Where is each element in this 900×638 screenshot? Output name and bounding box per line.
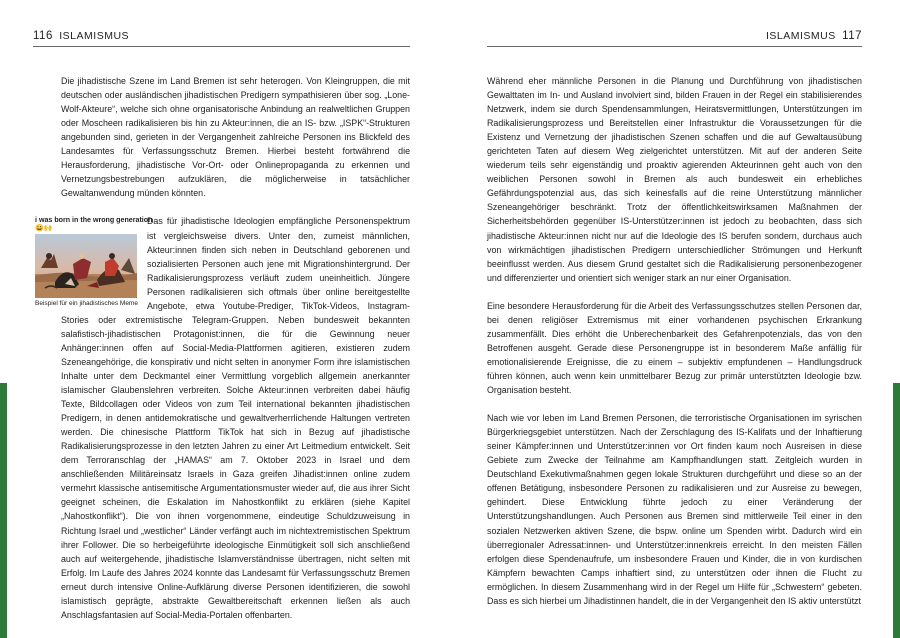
left-page-header — [33, 30, 410, 47]
jihadist-meme-figure — [35, 216, 153, 308]
right-edge-accent-bar — [893, 383, 900, 638]
right-page-header — [487, 30, 862, 47]
main-paragraph: Das für jihadistische Ideologien empfängliche Personenspektrum ist vergleichsweise divers. Unter den, zumeist männlichen, Akteur:innen finden sich neben in Deutschland geborenen und sozialisierten Personen auch jene mit Migrationshintergrund. Der Radikalisierungsprozess verläuft zudem uneinheitlich. Jüngere Personen radikalisieren sich oftmals über online bereitgestellte Angebote, etwa Youtube-Prediger, TikTok-Videos, Instagram-Stories oder extremistische Telegram-Gruppen. Neben bundesweit bekannten salafistisch-jihadistischen Protagonist:innen, die für die Gewinnung neuer Anhänger:innen offen auf Social-Media-Plattformen agitieren, existieren zudem Szeneangehörige, die konspirativ und nicht selten in anonymer Form ihre islamistischen Inhalte unter dem Deckmantel einer Vermittlung vorgeblich allgemein anerkannter islamischer Glaubenslehren verbreiten. Solche Akteur:innen verbreiten dabei häufig Texte, Bildcollagen oder Videos von zum Teil international bekannten jihadistischen Predigern, in denen antidemokratische und gewaltverherrlichende Haltungen vertreten werden. Die chinesische Plattform TikTok hat sich in Bezug auf jihadistische Radikalisierungsprozesse in den letzten Jahren zu einer Art Leitmedium entwickelt. Seit dem Terroranschlag der „HAMAS“ am 7. Oktober 2023 in Israel und dem anschließenden Militäreinsatz Israels in Gaza greifen Jihadist:innen online zudem vermehrt klassische antisemitische Argumentationsmuster wieder auf, die aus ihrer Sicht geeignet scheinen, die Eskalation im Nahostkonflikt zu erklären (siehe Kapitel „Nahostkonflikt“). Die von ihnen vorgenommene, eindeutige Schuldzuweisung in Richtung Israel und „westlicher“ Länder verfängt auch im nichtextremistischen Spektrum ihrer Follower. Die so herbeigeführte ideologische Einmütigkeit soll sich anschließend auch auf weitergehende, jihadistische Islamverständnisse übertragen, nicht selten mit Erfolg. Im Laufe des Jahres 2024 konnte das Landesamt für Verfassungsschutz Bremen erneut durch intensive Online-Aufklärung diverse Personen identifizieren, die sowohl islamistisch geprägte, abstrakte Gewaltbereitschaft erkennen ließen als auch Anschlagsfantasien auf Social-Media-Portalen offenbarten. — [61, 216, 410, 620]
paragraph-syria-support: Nach wie vor leben im Land Bremen Personen, die terroristische Organisationen im syrischen Bürgerkriegsgebiet unterstützen. Nach der Zerschlagung des IS-Kalifats und der Inhaftierung seiner Kämpfer:innen und Unterstützer:innen vor Ort finden kaum noch Ausreisen in diese Gebiete zum Zwecke der Teilnahme am Kampfhandlungen statt. Zeitgleich wurden in Deutschland Exekutivmaßnahmen gegen lokale Strukturen durchgeführt und diese so an der offenen Betätigung, insbesondere Personen zu radikalisieren und zur Ausreise zu bewegen, gehindert. Diese Entwicklung führte jedoch zu einer Veränderung der Unterstützungshandlungen. Auch Personen aus Bremen sind mittlerweile Teil einer in den sozialen Netzwerken aktiven Szene, die bspw. online um Spenden wirbt. Dadurch wird ein überregionaler Adressat:innen- und Unterstützer:innenkreis erreicht. In den meisten Fällen erfolgen diese Spendenaufrufe, um insbesondere Frauen und Kinder, die in von kurdischen Kämpfern bewachten Camps inhaftiert sind, zu unterstützen oder ihnen die Flucht zu ermöglichen. In diesem Zusammenhang wird in der Regel um Hilfe für „Schwestern“ gebeten. Dass es sich hierbei um Jihadistinnen handelt, die in der Vergangenheit den IS aktiv unterstützt — [487, 413, 862, 606]
meme-top-text: i was born in the wrong generation — [35, 216, 153, 225]
running-title-right: ISLAMISMUS — [765, 30, 836, 42]
meme-emoji-text: 😀🙌 — [35, 225, 53, 233]
left-page-body — [35, 74, 410, 622]
page-number-left: 116 — [33, 30, 53, 42]
meme-caption: Beispiel für ein jihadistisches Meme — [35, 300, 138, 308]
left-edge-accent-bar — [0, 383, 7, 638]
running-title-left: ISLAMISMUS — [59, 30, 130, 42]
right-page-body — [487, 74, 862, 622]
intro-paragraph: Die jihadistische Szene im Land Bremen ist sehr heterogen. Von Kleingruppen, die mit deutschen oder ausländischen jihadistischen Predigern sympathisieren über sog. „Lone-Wolf-Akteure“, welche sich ohne organisatorische Anbindung an realweltlichen Gruppen oder Moscheen radikalisieren bis hin zu Akteur:innen, die an IS- bzw. „ISPK“-Strukturen angebunden sind, gerieten in der Vergangenheit zahlreiche Personen ins Blickfeld des Landesamtes für Verfassungsschutz Bremen. Hierbei besteht fortwährend die Herausforderung, jihadistische Vor-Ort- oder Onlinepropaganda zu erkennen und Vernetzungsbestrebungen aufzuklären, die möglicherweise in tatsächlicher Gewaltanwendung münden könnten. — [61, 76, 410, 199]
meme-painting-image — [35, 234, 137, 298]
paragraph-mental-illness: Eine besondere Herausforderung für die Arbeit des Verfassungsschutzes stellen Personen dar, bei denen religiöser Extremismus mit einer vorhandenen psychischen Erkrankung zusammenfällt. Dies erhöht die Unberechenbarkeit des Gefahrenpotenzials, das von den Betroffenen ausgeht. Gerade diese Personengruppe ist in besonderem Maße anfällig für emotionalisierende Ereignisse, die zu einem – subjektiv empfundenen – Handlungsdruck führen können, auch wenn kein unmittelbarer Bezug zur primär unterstützten Ideologie bzw. Organisation besteht. — [487, 300, 862, 396]
paragraph-women-networks: Während eher männliche Personen in die Planung und Durchführung von jihadistischen Gewalttaten im In- und Ausland involviert sind, bilden Frauen in der Regel ein stabilisierendes Netzwerk, indem sie durch Spendensammlungen, Heiratsvermittlungen, Unterstützungen im Radikalisierungsprozess und Bereitstellen einer Infrastruktur die Voraussetzungen für die Existenz und Vernetzung der jihadistischen Szenen schaffen und die auf Gewaltausübung gerichteten Taten auf diesem Weg zielgerichtet unterstützen. Mit auf der anderen Seite wiederum teils sehr eigenständig und proaktiv agierenden Akteurinnen geht auch von den weiblichen Personen sowohl in Bremen als auch bundesweit ein erhebliches Gefährdungspotenzial aus, das sich keinesfalls auf die reine Unterstützung männlicher Szeneangehöriger beschränkt. Trotz der öffentlichkeitswirksamen Maßnahmen der Sicherheitsbehörden gegenüber IS-Unterstützer:innen ist jedoch zu beobachten, dass sich jihadistische Akteur:innen nicht nur auf die Ideologie des IS berufen sondern, durchaus auch von wirkmächtigen jihadistischen Predigern unterschiedlicher Strömungen und Herkunft beeinflusst werden. Aus diesem Grund gestaltet sich die Radikalisierung personenbezogener und differenzierter und orientiert sich weniger stark an nur einer Organisation. — [487, 76, 862, 283]
page-number-right: 117 — [842, 30, 862, 42]
